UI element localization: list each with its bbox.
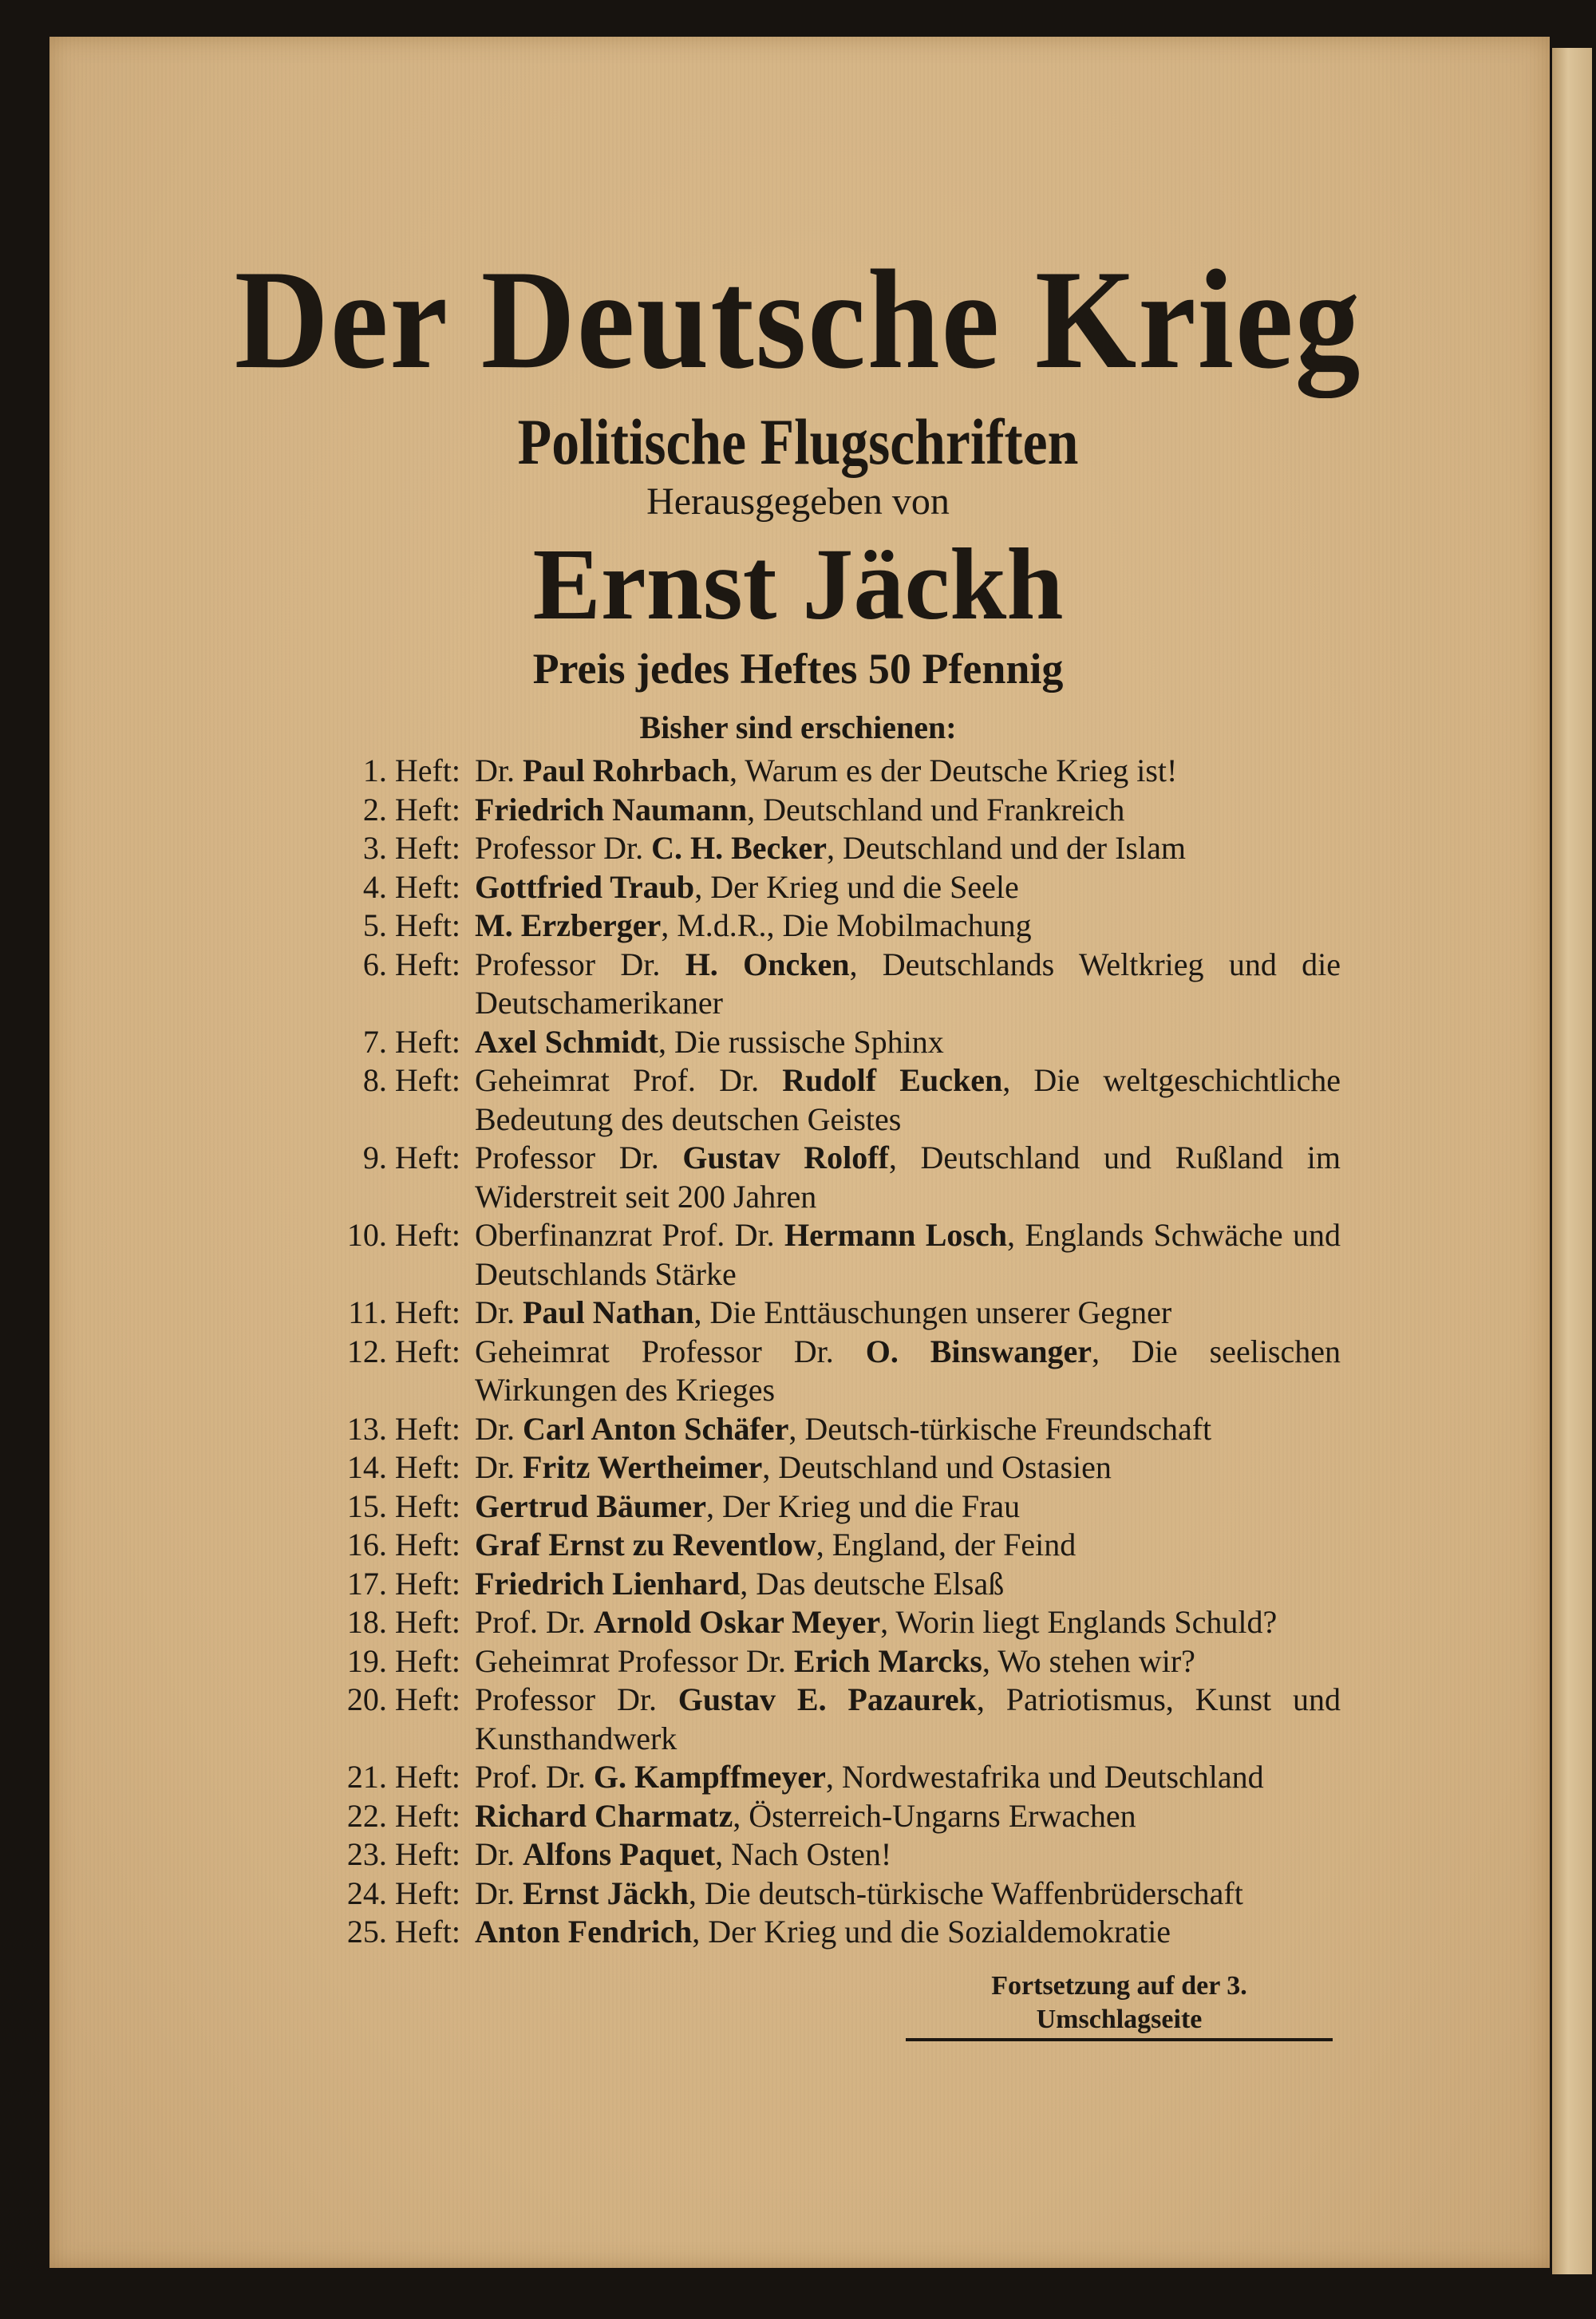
- author-name: Hermann Losch: [784, 1217, 1007, 1253]
- list-item: [315, 1565, 1341, 1604]
- author-name: Erich Marcks: [793, 1642, 982, 1679]
- list-item: [315, 1216, 1341, 1294]
- issue-text: [475, 1565, 1341, 1604]
- author-prefix: Dr.: [475, 1294, 523, 1330]
- list-item: [315, 1835, 1341, 1875]
- issue-number: 9. Heft:: [362, 1140, 460, 1175]
- author-name: Gottfried Traub: [475, 868, 695, 905]
- list-item: [315, 1758, 1341, 1797]
- list-item: [315, 868, 1341, 907]
- issue-title: , Deutschland und Frankreich: [747, 791, 1125, 828]
- issue-text: [475, 868, 1341, 907]
- author-name: Rudolf Eucken: [782, 1062, 1003, 1098]
- author-name: Paul Nathan: [523, 1294, 694, 1330]
- list-item: [315, 1410, 1341, 1449]
- author-name: Gustav E. Pazaurek: [678, 1681, 977, 1717]
- author-prefix: Professor Dr.: [475, 1681, 678, 1717]
- issue-title: , Warum es der Deutsche Krieg ist!: [729, 753, 1178, 788]
- issue-title: , Nordwestafrika und Deutschland: [825, 1759, 1264, 1795]
- author-prefix: Prof. Dr.: [475, 1604, 594, 1640]
- author-name: Graf Ernst zu Reventlow: [475, 1527, 816, 1562]
- author-prefix: Oberfinanzrat Prof. Dr.: [475, 1217, 784, 1253]
- issue-text: [475, 1333, 1341, 1410]
- author-name: Gertrud Bäumer: [475, 1487, 706, 1524]
- author-name: M. Erzberger: [475, 907, 662, 943]
- author-prefix: Geheimrat Prof. Dr.: [475, 1062, 783, 1098]
- author-name: Arnold Oskar Meyer: [593, 1604, 881, 1640]
- issue-title: , Deutschland und Rußland im Widerstreit seit 200 Jahren: [475, 1140, 1341, 1215]
- list-item: [315, 1333, 1341, 1410]
- issue-number: 6. Heft:: [362, 946, 460, 982]
- editor-name: Ernst Jäckh: [532, 527, 1064, 641]
- issue-number: 21. Heft:: [346, 1759, 460, 1795]
- list-item: [315, 1061, 1341, 1139]
- issue-number: 11. Heft:: [348, 1294, 460, 1330]
- issue-text: [475, 1797, 1341, 1836]
- issue-text: [475, 1758, 1341, 1797]
- issue-number: 15. Heft:: [346, 1487, 460, 1524]
- issue-title: , Patriotismus, Kunst und Kunsthandwerk: [475, 1681, 1341, 1756]
- issue-number: 13. Heft:: [346, 1410, 460, 1447]
- issue-number: 10. Heft:: [346, 1217, 460, 1253]
- issue-number: 18. Heft:: [346, 1604, 460, 1640]
- author-name: Gustav Roloff: [682, 1140, 889, 1175]
- issue-number: 25. Heft:: [346, 1914, 460, 1950]
- issue-title: , Die deutsch-türkische Waffenbrüderschaft: [688, 1875, 1243, 1911]
- author-name: O. Binswanger: [865, 1333, 1092, 1369]
- issue-number: 4. Heft:: [362, 868, 460, 905]
- series-title: Der Deutsche Krieg: [234, 240, 1362, 398]
- continuation-note: Fortsetzung auf der 3. Umschlagseite: [906, 1969, 1333, 2041]
- issue-title: , M.d.R., Die Mobilmachung: [661, 907, 1032, 943]
- author-prefix: Geheimrat Professor Dr.: [475, 1642, 794, 1679]
- issue-title: , Der Krieg und die Seele: [694, 868, 1019, 905]
- issue-number: 20. Heft:: [346, 1681, 460, 1717]
- issue-text: [475, 1294, 1341, 1333]
- author-name: Anton Fendrich: [475, 1914, 693, 1950]
- author-name: Fritz Wertheimer: [523, 1449, 763, 1485]
- list-item: [315, 1642, 1341, 1681]
- author-prefix: Geheimrat Professor Dr.: [475, 1333, 866, 1369]
- author-name: Friedrich Naumann: [475, 791, 748, 828]
- issue-text: [475, 1835, 1341, 1875]
- issue-number: 17. Heft:: [346, 1565, 460, 1602]
- issue-text: [475, 791, 1341, 830]
- issue-text: [475, 1139, 1341, 1216]
- list-item: [315, 946, 1341, 1023]
- issue-text: [475, 1023, 1341, 1062]
- issue-number: 3. Heft:: [362, 830, 460, 866]
- author-name: Ernst Jäckh: [523, 1875, 689, 1911]
- issue-title: , Worin liegt Englands Schuld?: [880, 1604, 1278, 1640]
- list-item: [315, 1294, 1341, 1333]
- issue-text: [475, 1875, 1341, 1914]
- list-item: [315, 1875, 1341, 1914]
- author-prefix: Dr.: [475, 1836, 523, 1872]
- list-item: [315, 1139, 1341, 1216]
- issue-number: 5. Heft:: [362, 907, 460, 943]
- author-prefix: Dr.: [475, 753, 523, 788]
- issue-text: [475, 1913, 1341, 1952]
- list-item: [315, 791, 1341, 830]
- author-prefix: Dr.: [475, 1875, 523, 1911]
- list-item: [315, 829, 1341, 868]
- author-name: Friedrich Lienhard: [475, 1565, 741, 1602]
- issue-number: 7. Heft:: [362, 1023, 460, 1060]
- list-intro: Bisher sind erschienen:: [639, 709, 957, 745]
- issue-text: [475, 1603, 1341, 1642]
- author-prefix: Dr.: [475, 1449, 523, 1485]
- list-item: [315, 1526, 1341, 1565]
- issue-text: [475, 1216, 1341, 1294]
- issue-text: [475, 907, 1341, 946]
- author-name: Alfons Paquet: [523, 1836, 716, 1872]
- author-name: Richard Charmatz: [475, 1797, 733, 1834]
- issue-text: [475, 1642, 1341, 1681]
- issue-title: , Die weltgeschichtliche Bedeutung des deutschen Geistes: [475, 1062, 1341, 1137]
- editor-intro: Herausgegeben von: [646, 480, 950, 523]
- issue-title: , Der Krieg und die Sozialdemokratie: [692, 1914, 1171, 1950]
- issue-title: , Das deutsche Elsaß: [740, 1565, 1005, 1602]
- issue-title: , Die seelischen Wirkungen des Krieges: [475, 1333, 1341, 1408]
- author-name: G. Kampffmeyer: [593, 1759, 826, 1795]
- list-item: [315, 1797, 1341, 1836]
- issue-number: 22. Heft:: [346, 1797, 460, 1834]
- list-item: [315, 752, 1341, 791]
- series-subtitle: Politische Flugschriften: [517, 405, 1079, 478]
- issue-text: [475, 1410, 1341, 1449]
- list-item: [315, 1023, 1341, 1062]
- issue-number: 2. Heft:: [362, 791, 460, 828]
- issue-text: [475, 829, 1341, 868]
- author-prefix: Professor Dr.: [475, 830, 652, 866]
- list-item: [315, 907, 1341, 946]
- issue-title: , Die Enttäuschungen unserer Gegner: [693, 1294, 1172, 1330]
- issue-text: [475, 1526, 1341, 1565]
- issue-number: 1. Heft:: [362, 753, 460, 788]
- list-item: [315, 1487, 1341, 1527]
- author-name: Paul Rohrbach: [523, 753, 729, 788]
- author-prefix: Dr.: [475, 1410, 523, 1447]
- page-content: [0, 239, 1596, 2041]
- price-line: Preis jedes Heftes 50 Pfennig: [532, 645, 1064, 693]
- issue-number: 8. Heft:: [362, 1062, 460, 1098]
- issue-text: [475, 946, 1341, 1023]
- issue-title: , Wo stehen wir?: [982, 1642, 1195, 1679]
- issue-title: , Die russische Sphinx: [658, 1023, 944, 1060]
- author-name: Axel Schmidt: [475, 1023, 658, 1060]
- author-name: C. H. Becker: [651, 830, 828, 866]
- issue-number: 24. Heft:: [346, 1875, 460, 1911]
- author-prefix: Prof. Dr.: [475, 1759, 594, 1795]
- issue-number: 19. Heft:: [346, 1642, 460, 1679]
- issue-text: [475, 1487, 1341, 1527]
- list-item: [315, 1448, 1341, 1487]
- author-name: Carl Anton Schäfer: [523, 1410, 789, 1447]
- list-item: [315, 1603, 1341, 1642]
- author-prefix: Professor Dr.: [475, 946, 685, 982]
- issue-text: [475, 1448, 1341, 1487]
- issue-title: , Deutschland und Ostasien: [762, 1449, 1112, 1485]
- issue-title: , Nach Osten!: [715, 1836, 892, 1872]
- author-prefix: Professor Dr.: [475, 1140, 683, 1175]
- issue-number: 16. Heft:: [346, 1527, 460, 1562]
- issue-number: 12. Heft:: [346, 1333, 460, 1369]
- issue-text: [475, 1681, 1341, 1758]
- publication-list: [315, 752, 1341, 1952]
- issue-title: , England, der Feind: [816, 1527, 1077, 1562]
- issue-title: , Deutschland und der Islam: [827, 830, 1186, 866]
- issue-title: , Deutschlands Weltkrieg und die Deutschamerikaner: [475, 946, 1341, 1021]
- issue-title: , Deutsch-türkische Freundschaft: [788, 1410, 1212, 1447]
- issue-text: [475, 1061, 1341, 1139]
- issue-title: , Österreich-Ungarns Erwachen: [733, 1797, 1136, 1834]
- issue-title: , Der Krieg und die Frau: [705, 1487, 1021, 1524]
- list-item: [315, 1913, 1341, 1952]
- list-item: [315, 1681, 1341, 1758]
- issue-number: 23. Heft:: [346, 1836, 460, 1872]
- author-name: H. Oncken: [685, 946, 850, 982]
- issue-text: [475, 752, 1341, 791]
- issue-number: 14. Heft:: [346, 1449, 460, 1485]
- issue-title: , Englands Schwäche und Deutschlands Stärke: [475, 1217, 1341, 1292]
